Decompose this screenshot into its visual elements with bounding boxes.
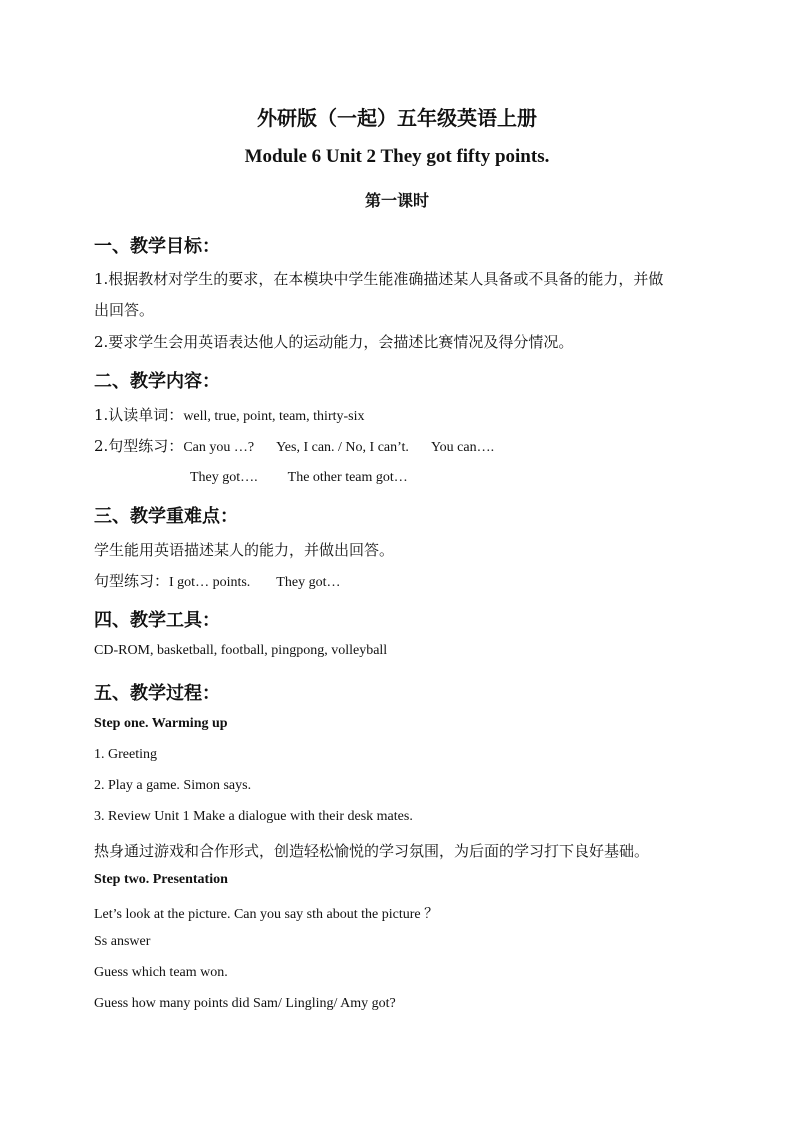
key-point-line-2	[94, 570, 340, 591]
lesson-label: 第一课时	[364, 191, 429, 210]
key-point-sentence-b: They got…	[276, 575, 341, 590]
words-prefix: 1.认读单词：	[94, 406, 184, 424]
step-two-line-3: Guess which team won.	[94, 965, 228, 980]
step-one-item-3: 3. Review Unit 1 Make a dialogue with their desk mates.	[94, 809, 413, 824]
key-point-line-1: 学生能用英语描述某人的能力，并做出回答。	[94, 541, 395, 559]
section-content-heading: 二、教学内容：	[94, 371, 220, 392]
sentence-b: Yes, I can. / No, I can’t.	[276, 440, 409, 455]
step-one-item-1: 1. Greeting	[94, 747, 157, 762]
step-two-line-1: Let’s look at the picture. Can you say sth about the picture ？	[94, 907, 439, 922]
document-title: 外研版（一起）五年级英语上册	[257, 106, 537, 130]
section-tools-heading: 四、教学工具：	[94, 610, 220, 631]
objective-1-line-2: 出回答。	[94, 301, 155, 319]
step-two-line-4: Guess how many points did Sam/ Lingling/ Amy got?	[94, 996, 396, 1011]
key-point-sentence-a: I got… points.	[169, 575, 251, 590]
section-process-heading: 五、教学过程：	[94, 683, 220, 704]
section-objectives-heading: 一、教学目标：	[94, 236, 220, 257]
words-line	[94, 404, 365, 425]
step-one-heading: Step one. Warming up	[94, 716, 228, 731]
sentence-d: They got….	[190, 470, 258, 485]
sentences-prefix: 2.句型练习：	[94, 437, 184, 455]
sentences-line-2	[190, 466, 408, 486]
sentences-line	[94, 435, 494, 456]
step-one-note: 热身通过游戏和合作形式，创造轻松愉悦的学习氛围，为后面的学习打下良好基础。	[94, 842, 650, 860]
sentence-c: You can….	[430, 440, 495, 455]
tools-list: CD-ROM, basketball, football, pingpong, volleyball	[94, 643, 388, 658]
key-point-prefix: 句型练习：	[94, 572, 170, 590]
step-two-heading: Step two. Presentation	[94, 872, 228, 887]
sentence-a: Can you …?	[183, 440, 255, 455]
sentence-e: The other team got…	[287, 470, 408, 485]
objective-1-line-1: 1.根据教材对学生的要求，在本模块中学生能准确描述某人具备或不具备的能力，并做	[94, 270, 664, 288]
objective-2: 2.要求学生会用英语表达他人的运动能力，会描述比赛情况及得分情况。	[94, 333, 574, 351]
section-key-points-heading: 三、教学重难点：	[94, 506, 238, 527]
module-title: Module 6 Unit 2 They got fifty points.	[244, 146, 550, 167]
step-one-item-2: 2. Play a game. Simon says.	[94, 778, 252, 793]
step-two-line-2: Ss answer	[94, 934, 151, 949]
words-list: well, true, point, team, thirty-six	[183, 409, 365, 424]
